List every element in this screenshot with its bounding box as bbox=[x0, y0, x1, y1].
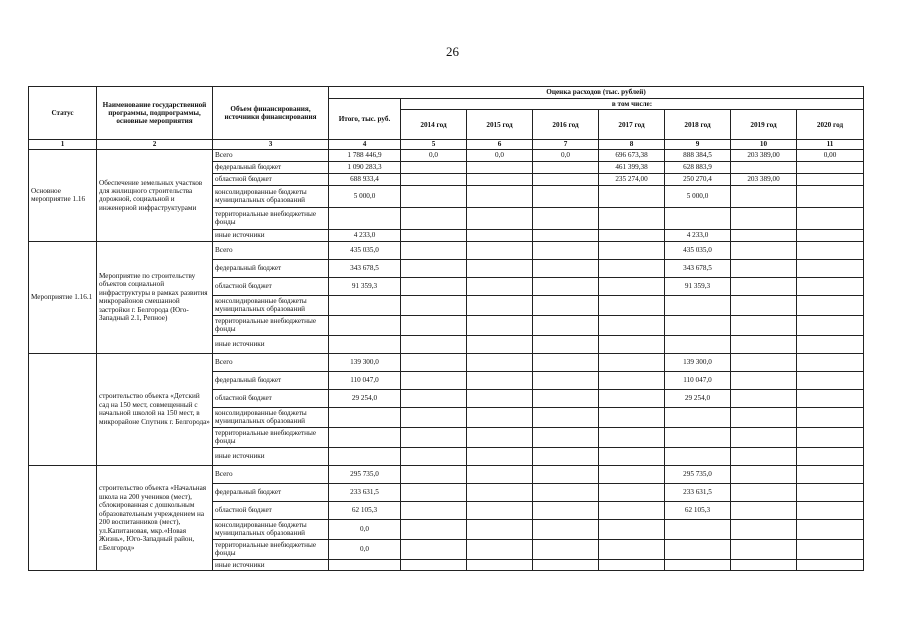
year-cell: 0,00 bbox=[797, 149, 864, 161]
program-name-cell: Обеспечение земельных участков для жилищного строительства дорожной, социальной и инженерной инфраструктурами bbox=[97, 149, 213, 241]
program-name-cell: строительство объекта «Начальная школа на 200 учеников (мест), сблокированная с дошкольным образовательным учреждением на 200 воспитанников (мест), ул.Капитановая, мкр.«Новая Жизнь», Юго-Западный район, г.Белгород» bbox=[97, 465, 213, 570]
year-cell bbox=[401, 173, 467, 185]
year-cell: 62 105,3 bbox=[665, 501, 731, 519]
source-cell: консолидированные бюджеты муниципальных образований bbox=[213, 519, 329, 539]
source-cell: областной бюджет bbox=[213, 501, 329, 519]
header-year-2018: 2018 год bbox=[665, 110, 731, 140]
total-cell: 29 254,0 bbox=[329, 389, 401, 407]
year-cell bbox=[533, 465, 599, 483]
year-cell bbox=[533, 447, 599, 465]
status-cell: Основное мероприятие 1.16 bbox=[29, 149, 97, 241]
year-cell bbox=[467, 277, 533, 295]
year-cell bbox=[665, 427, 731, 447]
header-year-2014: 2014 год bbox=[401, 110, 467, 140]
total-cell: 295 735,0 bbox=[329, 465, 401, 483]
year-cell bbox=[599, 501, 665, 519]
year-cell bbox=[401, 315, 467, 335]
year-cell bbox=[731, 447, 797, 465]
year-cell: 4 233,0 bbox=[665, 229, 731, 241]
year-cell: 435 035,0 bbox=[665, 241, 731, 259]
year-cell bbox=[731, 501, 797, 519]
year-cell bbox=[599, 539, 665, 559]
total-cell: 4 233,0 bbox=[329, 229, 401, 241]
year-cell bbox=[731, 465, 797, 483]
year-cell: 295 735,0 bbox=[665, 465, 731, 483]
year-cell bbox=[401, 427, 467, 447]
year-cell bbox=[731, 161, 797, 173]
year-cell bbox=[731, 389, 797, 407]
col-number: 6 bbox=[467, 140, 533, 149]
source-cell: федеральный бюджет bbox=[213, 161, 329, 173]
year-cell bbox=[731, 353, 797, 371]
header-total: Итого, тыс. руб. bbox=[329, 99, 401, 140]
year-cell bbox=[797, 161, 864, 173]
program-name-cell: строительство объекта «Детский сад на 150 мест, совмещенный с начальной школой на 150 мест, в микрорайоне Спутник г. Белгорода» bbox=[97, 353, 213, 465]
year-cell bbox=[797, 229, 864, 241]
year-cell bbox=[533, 229, 599, 241]
total-cell bbox=[329, 427, 401, 447]
source-cell: областной бюджет bbox=[213, 389, 329, 407]
source-cell: областной бюджет bbox=[213, 173, 329, 185]
total-cell bbox=[329, 315, 401, 335]
year-cell bbox=[533, 559, 599, 570]
status-cell bbox=[29, 465, 97, 570]
year-cell: 139 300,0 bbox=[665, 353, 731, 371]
header-year-2020: 2020 год bbox=[797, 110, 864, 140]
total-cell: 91 359,3 bbox=[329, 277, 401, 295]
year-cell bbox=[467, 407, 533, 427]
year-cell bbox=[467, 559, 533, 570]
year-cell: 461 399,38 bbox=[599, 161, 665, 173]
total-cell: 1 090 283,3 bbox=[329, 161, 401, 173]
col-number: 10 bbox=[731, 140, 797, 149]
col-number: 9 bbox=[665, 140, 731, 149]
year-cell bbox=[533, 259, 599, 277]
year-cell bbox=[599, 277, 665, 295]
year-cell bbox=[797, 335, 864, 353]
year-cell bbox=[599, 519, 665, 539]
year-cell bbox=[467, 315, 533, 335]
year-cell bbox=[731, 295, 797, 315]
year-cell bbox=[665, 315, 731, 335]
year-cell bbox=[731, 335, 797, 353]
year-cell bbox=[533, 353, 599, 371]
source-cell: иные источники bbox=[213, 335, 329, 353]
year-cell bbox=[599, 465, 665, 483]
year-cell bbox=[665, 447, 731, 465]
total-cell bbox=[329, 295, 401, 315]
year-cell bbox=[731, 559, 797, 570]
status-cell bbox=[29, 353, 97, 465]
source-cell: иные источники bbox=[213, 229, 329, 241]
total-cell bbox=[329, 559, 401, 570]
year-cell bbox=[533, 539, 599, 559]
source-cell: Всего bbox=[213, 465, 329, 483]
header-year-2015: 2015 год bbox=[467, 110, 533, 140]
year-cell bbox=[467, 259, 533, 277]
year-cell bbox=[797, 501, 864, 519]
year-cell bbox=[797, 295, 864, 315]
year-cell bbox=[599, 295, 665, 315]
year-cell bbox=[467, 295, 533, 315]
year-cell: 888 384,5 bbox=[665, 149, 731, 161]
year-cell bbox=[665, 539, 731, 559]
year-cell bbox=[401, 371, 467, 389]
year-cell bbox=[731, 277, 797, 295]
year-cell bbox=[467, 427, 533, 447]
source-cell: федеральный бюджет bbox=[213, 371, 329, 389]
year-cell bbox=[599, 229, 665, 241]
year-cell bbox=[665, 335, 731, 353]
source-cell: Всего bbox=[213, 241, 329, 259]
year-cell bbox=[731, 185, 797, 207]
year-cell bbox=[731, 483, 797, 501]
year-cell bbox=[797, 259, 864, 277]
year-cell bbox=[533, 173, 599, 185]
year-cell bbox=[665, 559, 731, 570]
year-cell bbox=[467, 539, 533, 559]
year-cell: 203 389,00 bbox=[731, 149, 797, 161]
year-cell bbox=[599, 315, 665, 335]
year-cell bbox=[401, 241, 467, 259]
year-cell bbox=[599, 427, 665, 447]
year-cell bbox=[401, 559, 467, 570]
year-cell bbox=[731, 407, 797, 427]
year-cell: 696 673,38 bbox=[599, 149, 665, 161]
header-year-2019: 2019 год bbox=[731, 110, 797, 140]
total-cell: 5 000,0 bbox=[329, 185, 401, 207]
total-cell: 343 678,5 bbox=[329, 259, 401, 277]
year-cell bbox=[533, 407, 599, 427]
total-cell bbox=[329, 207, 401, 229]
year-cell bbox=[797, 407, 864, 427]
year-cell bbox=[797, 277, 864, 295]
year-cell bbox=[797, 559, 864, 570]
year-cell bbox=[797, 465, 864, 483]
year-cell: 250 270,4 bbox=[665, 173, 731, 185]
year-cell bbox=[731, 229, 797, 241]
year-cell: 0,0 bbox=[533, 149, 599, 161]
year-cell bbox=[731, 259, 797, 277]
program-name-cell: Мероприятие по строительству объектов социальной инфраструктуры в рамках развития микрорайонов смешанной застройки г. Белгорода (Юго-Западный 2.1, Репное) bbox=[97, 241, 213, 353]
year-cell bbox=[401, 207, 467, 229]
year-cell bbox=[401, 483, 467, 501]
total-cell: 62 105,3 bbox=[329, 501, 401, 519]
total-cell: 1 788 446,9 bbox=[329, 149, 401, 161]
year-cell bbox=[797, 185, 864, 207]
header-estimate: Оценка расходов (тыс. рублей) bbox=[329, 87, 864, 99]
year-cell bbox=[665, 407, 731, 427]
year-cell bbox=[797, 447, 864, 465]
total-cell: 110 047,0 bbox=[329, 371, 401, 389]
source-cell: консолидированные бюджеты муниципальных образований bbox=[213, 185, 329, 207]
year-cell bbox=[533, 483, 599, 501]
year-cell bbox=[731, 207, 797, 229]
year-cell bbox=[533, 427, 599, 447]
year-cell bbox=[731, 315, 797, 335]
year-cell bbox=[533, 501, 599, 519]
total-cell: 0,0 bbox=[329, 519, 401, 539]
year-cell bbox=[533, 241, 599, 259]
source-cell: территориальные внебюджетные фонды bbox=[213, 539, 329, 559]
year-cell: 91 359,3 bbox=[665, 277, 731, 295]
year-cell bbox=[599, 371, 665, 389]
col-number: 7 bbox=[533, 140, 599, 149]
year-cell bbox=[599, 389, 665, 407]
year-cell bbox=[467, 229, 533, 241]
total-cell: 435 035,0 bbox=[329, 241, 401, 259]
year-cell bbox=[401, 161, 467, 173]
year-cell bbox=[467, 185, 533, 207]
year-cell bbox=[599, 185, 665, 207]
year-cell bbox=[401, 185, 467, 207]
year-cell bbox=[533, 295, 599, 315]
year-cell: 0,0 bbox=[401, 149, 467, 161]
year-cell bbox=[467, 161, 533, 173]
page-number: 26 bbox=[446, 44, 459, 59]
year-cell bbox=[401, 353, 467, 371]
year-cell bbox=[401, 229, 467, 241]
col-number: 5 bbox=[401, 140, 467, 149]
year-cell bbox=[731, 241, 797, 259]
year-cell bbox=[467, 335, 533, 353]
year-cell bbox=[401, 465, 467, 483]
total-cell: 688 933,4 bbox=[329, 173, 401, 185]
col-number: 3 bbox=[213, 140, 329, 149]
year-cell bbox=[467, 173, 533, 185]
year-cell bbox=[533, 277, 599, 295]
year-cell bbox=[467, 483, 533, 501]
year-cell bbox=[467, 447, 533, 465]
total-cell: 233 631,5 bbox=[329, 483, 401, 501]
col-number: 1 bbox=[29, 140, 97, 149]
year-cell: 5 000,0 bbox=[665, 185, 731, 207]
year-cell bbox=[533, 185, 599, 207]
year-cell bbox=[797, 519, 864, 539]
year-cell bbox=[599, 483, 665, 501]
year-cell bbox=[401, 539, 467, 559]
year-cell bbox=[797, 427, 864, 447]
source-cell: иные источники bbox=[213, 447, 329, 465]
year-cell: 0,0 bbox=[467, 149, 533, 161]
year-cell bbox=[599, 353, 665, 371]
col-number: 11 bbox=[797, 140, 864, 149]
year-cell bbox=[401, 407, 467, 427]
year-cell bbox=[599, 447, 665, 465]
col-number: 2 bbox=[97, 140, 213, 149]
year-cell bbox=[731, 539, 797, 559]
total-cell: 139 300,0 bbox=[329, 353, 401, 371]
year-cell bbox=[401, 277, 467, 295]
year-cell bbox=[599, 407, 665, 427]
year-cell bbox=[401, 335, 467, 353]
budget-table bbox=[28, 86, 864, 571]
header-year-2016: 2016 год bbox=[533, 110, 599, 140]
year-cell: 233 631,5 bbox=[665, 483, 731, 501]
total-cell bbox=[329, 447, 401, 465]
year-cell bbox=[797, 483, 864, 501]
year-cell bbox=[533, 371, 599, 389]
year-cell bbox=[533, 161, 599, 173]
year-cell bbox=[533, 519, 599, 539]
source-cell: федеральный бюджет bbox=[213, 483, 329, 501]
header-status: Статус bbox=[29, 87, 97, 140]
year-cell bbox=[467, 207, 533, 229]
year-cell bbox=[401, 295, 467, 315]
header-year-2017: 2017 год bbox=[599, 110, 665, 140]
year-cell bbox=[797, 539, 864, 559]
header-including: в том числе: bbox=[401, 99, 864, 110]
year-cell bbox=[467, 241, 533, 259]
col-number: 4 bbox=[329, 140, 401, 149]
year-cell bbox=[467, 501, 533, 519]
year-cell bbox=[533, 207, 599, 229]
total-cell: 0,0 bbox=[329, 539, 401, 559]
year-cell bbox=[797, 207, 864, 229]
year-cell: 110 047,0 bbox=[665, 371, 731, 389]
year-cell bbox=[797, 315, 864, 335]
total-cell bbox=[329, 407, 401, 427]
source-cell: территориальные внебюджетные фонды bbox=[213, 207, 329, 229]
source-cell: федеральный бюджет bbox=[213, 259, 329, 277]
year-cell bbox=[665, 207, 731, 229]
year-cell bbox=[401, 259, 467, 277]
header-name: Наименование государственной программы, подпрограммы, основные мероприятия bbox=[97, 87, 213, 140]
source-cell: территориальные внебюджетные фонды bbox=[213, 427, 329, 447]
year-cell bbox=[467, 389, 533, 407]
status-cell: Мероприятие 1.16.1 bbox=[29, 241, 97, 353]
year-cell bbox=[797, 389, 864, 407]
year-cell bbox=[731, 519, 797, 539]
header-financing: Объем финансирования, источники финансирования bbox=[213, 87, 329, 140]
source-cell: консолидированные бюджеты муниципальных образований bbox=[213, 295, 329, 315]
year-cell bbox=[731, 371, 797, 389]
year-cell: 203 389,00 bbox=[731, 173, 797, 185]
year-cell: 343 678,5 bbox=[665, 259, 731, 277]
year-cell: 235 274,00 bbox=[599, 173, 665, 185]
year-cell: 29 254,0 bbox=[665, 389, 731, 407]
year-cell bbox=[533, 335, 599, 353]
year-cell bbox=[401, 447, 467, 465]
total-cell bbox=[329, 335, 401, 353]
year-cell bbox=[797, 353, 864, 371]
source-cell: Всего bbox=[213, 149, 329, 161]
year-cell bbox=[731, 427, 797, 447]
year-cell bbox=[401, 519, 467, 539]
source-cell: областной бюджет bbox=[213, 277, 329, 295]
year-cell bbox=[533, 389, 599, 407]
year-cell bbox=[599, 207, 665, 229]
year-cell bbox=[599, 559, 665, 570]
year-cell bbox=[665, 519, 731, 539]
col-number: 8 bbox=[599, 140, 665, 149]
year-cell bbox=[467, 371, 533, 389]
year-cell bbox=[401, 389, 467, 407]
year-cell bbox=[599, 259, 665, 277]
source-cell: Всего bbox=[213, 353, 329, 371]
year-cell bbox=[599, 335, 665, 353]
source-cell: иные источники bbox=[213, 559, 329, 570]
year-cell bbox=[467, 519, 533, 539]
year-cell bbox=[797, 371, 864, 389]
year-cell bbox=[599, 241, 665, 259]
year-cell bbox=[533, 315, 599, 335]
source-cell: консолидированные бюджеты муниципальных образований bbox=[213, 407, 329, 427]
year-cell bbox=[401, 501, 467, 519]
year-cell bbox=[665, 295, 731, 315]
source-cell: территориальные внебюджетные фонды bbox=[213, 315, 329, 335]
year-cell: 628 883,9 bbox=[665, 161, 731, 173]
year-cell bbox=[797, 173, 864, 185]
year-cell bbox=[467, 353, 533, 371]
year-cell bbox=[797, 241, 864, 259]
year-cell bbox=[467, 465, 533, 483]
